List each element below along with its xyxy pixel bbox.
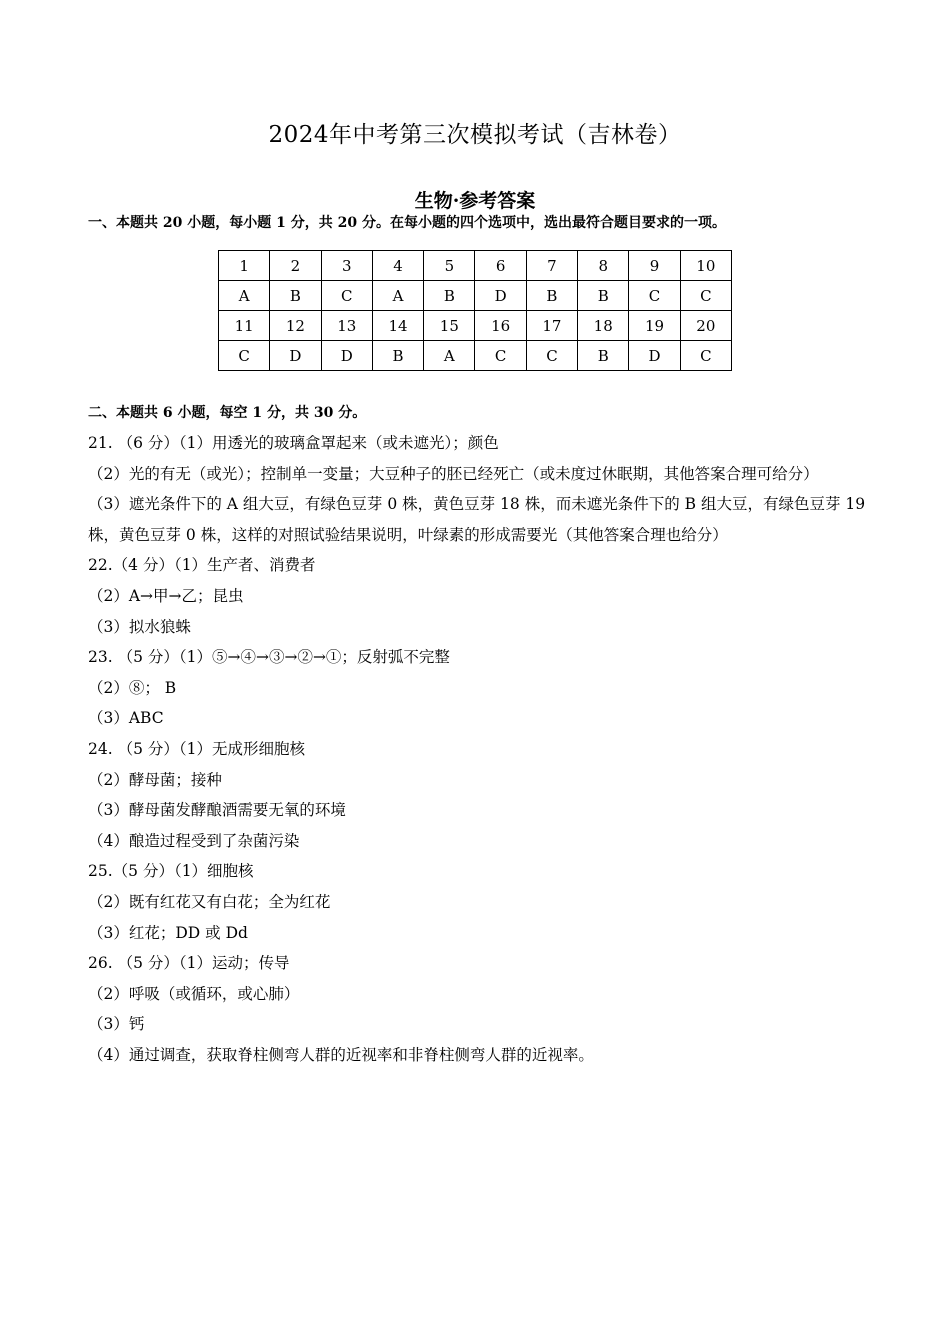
table-cell: 9 xyxy=(629,251,680,281)
answer-line: 24. （5 分）（1）无成形细胞核 xyxy=(88,739,305,758)
table-cell: D xyxy=(270,341,321,371)
table-row xyxy=(219,311,732,341)
answer-line: 21. （6 分）（1）用透光的玻璃盒罩起来（或未遮光）；颜色 xyxy=(88,434,499,452)
table-cell: 5 xyxy=(424,251,475,281)
table-cell: 4 xyxy=(372,251,423,281)
answer-line: 25.（5 分）（1）细胞核 xyxy=(88,862,254,881)
table-cell: D xyxy=(475,281,526,311)
table-cell: 18 xyxy=(578,311,629,341)
answer-line: （2）既有红花又有白花；全为红花 xyxy=(88,892,331,911)
page-subtitle: 生物·参考答案 xyxy=(414,190,536,212)
answer-line: （3）红花；DD 或 Dd xyxy=(88,923,248,942)
table-cell: 7 xyxy=(526,251,577,281)
table-row xyxy=(219,281,732,311)
table-cell: 19 xyxy=(629,311,680,341)
table-cell: D xyxy=(629,341,680,371)
table-cell: 15 xyxy=(424,311,475,341)
answer-line: 26. （5 分）（1）运动；传导 xyxy=(88,954,290,973)
answer-line: （4）通过调查，获取脊柱侧弯人群的近视率和非脊柱侧弯人群的近视率。 xyxy=(88,1045,594,1064)
answer-line: 22.（4 分）（1）生产者、消费者 xyxy=(88,556,316,575)
table-cell: B xyxy=(424,281,475,311)
table-cell: 11 xyxy=(219,311,270,341)
answer-line: （2）酵母菌；接种 xyxy=(88,770,222,789)
table-cell: A xyxy=(372,281,423,311)
answer-line: （3）遮光条件下的 A 组大豆，有绿色豆芽 0 株，黄色豆芽 18 株，而未遮光条件下的 B 组大豆，有绿色豆芽 19 株，黄色豆芽 0 株，这样的对照试验结果说明，叶绿素的形成需要光（其他答案合理也给分） xyxy=(88,495,866,544)
table-cell: C xyxy=(321,281,372,311)
table-cell: A xyxy=(219,281,270,311)
table-cell: C xyxy=(475,341,526,371)
table-cell: B xyxy=(578,341,629,371)
table-row xyxy=(219,251,732,281)
section-two-heading: 二、本题共 6 小题，每空 1 分，共 30 分。 xyxy=(88,405,367,421)
table-cell: C xyxy=(526,341,577,371)
table-cell: 20 xyxy=(680,311,731,341)
answer-line: （3）拟水狼蛛 xyxy=(88,617,191,636)
answer-line: （2）⑧； B xyxy=(88,678,177,697)
answer-line: （3）酵母菌发酵酿酒需要无氧的环境 xyxy=(88,801,346,820)
table-cell: 3 xyxy=(321,251,372,281)
answer-table xyxy=(218,250,732,371)
table-cell: C xyxy=(680,341,731,371)
table-row xyxy=(219,341,732,371)
table-cell: C xyxy=(219,341,270,371)
table-cell: 17 xyxy=(526,311,577,341)
table-cell: 2 xyxy=(270,251,321,281)
page-title: 2024年中考第三次模拟考试（吉林卷） xyxy=(268,122,682,148)
table-cell: B xyxy=(578,281,629,311)
table-cell: C xyxy=(629,281,680,311)
table-cell: D xyxy=(321,341,372,371)
table-cell: 14 xyxy=(372,311,423,341)
answer-line: （3）钙 xyxy=(88,1015,145,1034)
table-cell: C xyxy=(680,281,731,311)
answer-line: 23. （5 分）（1）⑤→④→③→②→①；反射弧不完整 xyxy=(88,648,450,667)
answer-line: （2）呼吸（或循环，或心肺） xyxy=(88,984,300,1003)
table-cell: 13 xyxy=(321,311,372,341)
table-cell: B xyxy=(270,281,321,311)
table-cell: 16 xyxy=(475,311,526,341)
table-cell: 1 xyxy=(219,251,270,281)
table-cell: 12 xyxy=(270,311,321,341)
table-cell: 10 xyxy=(680,251,731,281)
section-one-heading: 一、本题共 20 小题，每小题 1 分，共 20 分。在每小题的四个选项中，选出最符合题目要求的一项。 xyxy=(88,215,726,231)
table-cell: B xyxy=(526,281,577,311)
table-cell: 6 xyxy=(475,251,526,281)
table-cell: 8 xyxy=(578,251,629,281)
answer-line: （2）A→甲→乙；昆虫 xyxy=(88,586,244,605)
answer-list xyxy=(88,428,868,1070)
table-cell: B xyxy=(372,341,423,371)
table-cell: A xyxy=(424,341,475,371)
answer-line: （3）ABC xyxy=(88,709,164,728)
answer-line: （4）酿造过程受到了杂菌污染 xyxy=(88,831,300,850)
answer-line: （2）光的有无（或光）；控制单一变量；大豆种子的胚已经死亡（或未度过休眠期，其他答案合理可给分） xyxy=(88,464,819,483)
